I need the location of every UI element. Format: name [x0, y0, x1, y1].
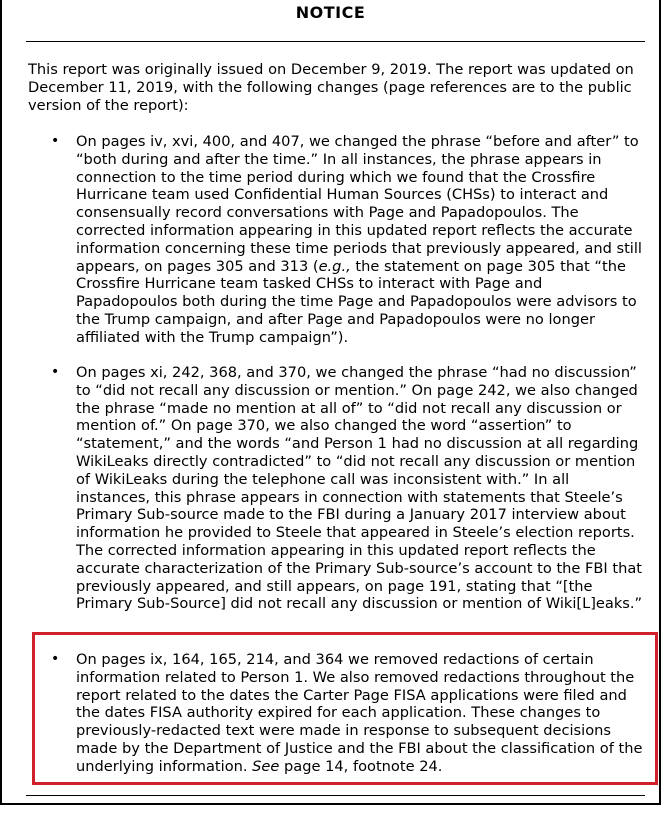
- bullet-dot: •: [51, 651, 60, 667]
- intro-paragraph: This report was originally issued on December 9, 2019. The report was updated on December 11, 2019, with the following changes (page references are to the public version of the report):: [28, 61, 634, 114]
- bullet-item-2: [51, 364, 645, 613]
- bottom-rule: [26, 795, 645, 796]
- bullet-text: On pages iv, xvi, 400, and 407, we changed the phrase “before and after” to “both during and after the time.” In all instances, the phrase appears in connection to the time period during which we found that the Crossfire Hurricane team used Confidential Human Sources (CHSs) to interact and consensually record conversations with Page and Papadopoulos. The corrected information appearing in this updated report reflects the accurate information concerning these time periods that previously appeared, and still appears, on pages 305 and 313 (e.g., the statement on page 305 that “the Crossfire Hurricane team tasked CHSs to interact with Page and Papadopoulos both during the time Page and Papadopoulos were advisors to the Trump campaign, and after Page and Papadopoulos were no longer affiliated with the Trump campaign”).: [76, 133, 642, 346]
- bullet-dot: •: [51, 133, 60, 149]
- bullet-text: On pages ix, 164, 165, 214, and 364 we removed redactions of certain information related to Person 1. We also removed redactions throughout the report related to the dates the Carter Page FISA applications were filed and the dates FISA authority expired for each application. These changes to previously-redacted text were made in response to subsequent decisions made by the Department of Justice and the FBI about the classification of the underlying information. See page 14, footnote 24.: [76, 651, 643, 775]
- bullet-item-1: [51, 133, 645, 347]
- bullet-text: On pages xi, 242, 368, and 370, we changed the phrase “had no discussion” to “did not recall any discussion or mention.” On page 242, we also changed the phrase “made no mention at all of” to “did not recall any discussion or mention of.” On page 370, we also changed the word “assertion” to “statement,” and the words “and Person 1 had no discussion at all regarding WikiLeaks directly contradicted” to “did not recall any discussion or mention of WikiLeaks during the telephone call was inconsistent with.” In all instances, this phrase appears in connection with statements that Steele’s Primary Sub-source made to the FBI during a January 2017 interview about information he provided to Steele that appeared in Steele’s election reports. The corrected information appearing in this updated report reflects the accurate characterization of the Primary Sub-source’s account to the FBI that previously appeared, and still appears, on page 191, stating that “[the Primary Sub-Source] did not recall any discussion or mention of Wiki[L]eaks.”: [76, 364, 643, 613]
- top-rule: [26, 41, 645, 42]
- bullet-item-3: [51, 651, 645, 776]
- notice-title: NOTICE: [295, 3, 366, 22]
- bullet-dot: •: [51, 364, 60, 380]
